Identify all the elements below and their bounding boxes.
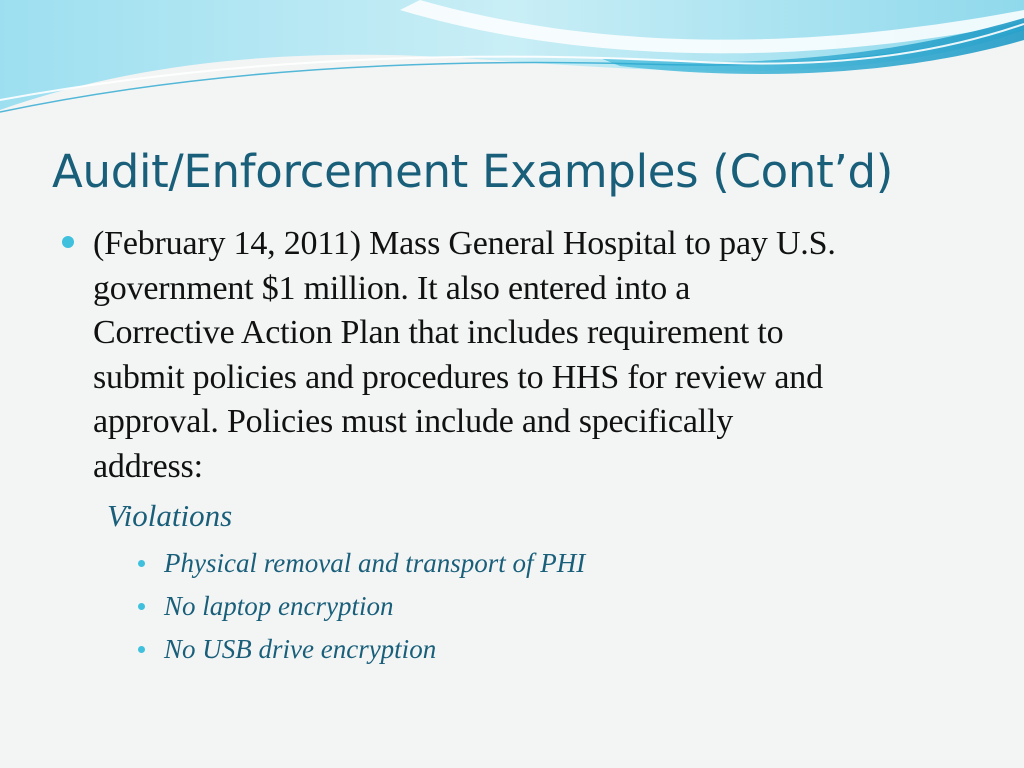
small-bullet-dot-icon — [138, 646, 145, 653]
body-line: approval. Policies must include and specifically — [93, 403, 734, 440]
main-bullet-text — [93, 222, 973, 489]
body-line: submit policies and procedures to HHS for review and — [93, 358, 823, 396]
body-line: Corrective Action Plan that includes requirement to — [93, 314, 784, 351]
bullet-dot-icon — [62, 236, 74, 248]
body-line: (February 14, 2011) Mass General Hospital to pay U.S. — [93, 225, 836, 262]
body-line: government $1 million. It also entered into a — [93, 269, 691, 307]
body-line: address: — [93, 447, 203, 485]
small-bullet-dot-icon — [138, 603, 145, 610]
violations-list — [138, 543, 585, 672]
violations-heading: Violations — [107, 498, 233, 533]
violation-item — [138, 543, 585, 586]
violation-item — [138, 586, 585, 629]
header-wave-decoration — [0, 0, 1024, 140]
violation-text: No laptop encryption — [164, 591, 394, 621]
small-bullet-dot-icon — [138, 560, 145, 567]
violation-text: Physical removal and transport of PHI — [164, 548, 586, 578]
violation-item — [138, 629, 585, 672]
violation-text: No USB drive encryption — [164, 634, 437, 664]
slide-title: Audit/Enforcement Examples (Cont’d) — [52, 145, 894, 198]
